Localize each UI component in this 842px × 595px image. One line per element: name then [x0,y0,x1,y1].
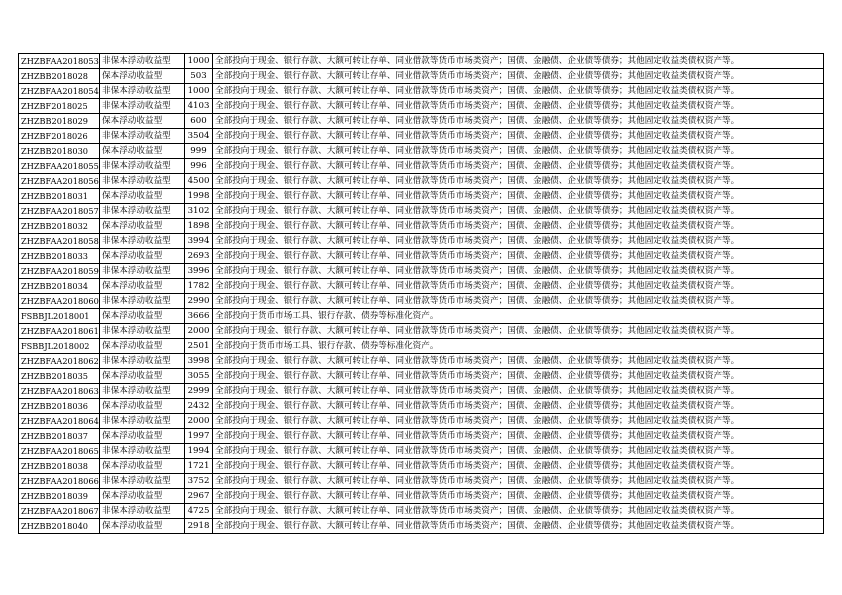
income-type-cell: 非保本浮动收益型 [100,414,185,429]
table-row [19,174,824,189]
investment-scope-cell: 全部投向于现金、银行存款、大额可转让存单、同业借款等货币市场类资产；国债、金融债、企业债等债券；其他固定收益类债权资产等。 [213,444,824,459]
product-code-cell: ZHZBB2018033 [19,249,100,264]
table-row [19,159,824,174]
income-type-cell: 保本浮动收益型 [100,189,185,204]
amount-cell: 1998 [185,189,213,204]
investment-scope-cell: 全部投向于现金、银行存款、大额可转让存单、同业借款等货币市场类资产；国债、金融债、企业债等债券；其他固定收益类债权资产等。 [213,324,824,339]
table-row [19,54,824,69]
table-row [19,69,824,84]
table-row [19,504,824,519]
table-row [19,219,824,234]
amount-cell: 2693 [185,249,213,264]
product-code-cell: ZHZBB2018030 [19,144,100,159]
table-row [19,294,824,309]
investment-scope-cell: 全部投向于现金、银行存款、大额可转让存单、同业借款等货币市场类资产；国债、金融债、企业债等债券；其他固定收益类债权资产等。 [213,219,824,234]
amount-cell: 503 [185,69,213,84]
amount-cell: 2990 [185,294,213,309]
investment-scope-cell: 全部投向于现金、银行存款、大额可转让存单、同业借款等货币市场类资产；国债、金融债、企业债等债券；其他固定收益类债权资产等。 [213,204,824,219]
product-code-cell: FSBBJL2018002 [19,339,100,354]
income-type-cell: 保本浮动收益型 [100,459,185,474]
product-code-cell: ZHZBFAA2018062 [19,354,100,369]
investment-scope-cell: 全部投向于现金、银行存款、大额可转让存单、同业借款等货币市场类资产；国债、金融债、企业债等债券；其他固定收益类债权资产等。 [213,249,824,264]
amount-cell: 2432 [185,399,213,414]
amount-cell: 1898 [185,219,213,234]
amount-cell: 1994 [185,444,213,459]
table-row [19,324,824,339]
amount-cell: 2000 [185,414,213,429]
table-row [19,84,824,99]
income-type-cell: 保本浮动收益型 [100,249,185,264]
income-type-cell: 非保本浮动收益型 [100,204,185,219]
amount-cell: 1000 [185,54,213,69]
investment-scope-cell: 全部投向于货币市场工具、银行存款、债券等标准化资产。 [213,339,824,354]
investment-scope-cell: 全部投向于现金、银行存款、大额可转让存单、同业借款等货币市场类资产；国债、金融债、企业债等债券；其他固定收益类债权资产等。 [213,144,824,159]
product-code-cell: ZHZBB2018040 [19,519,100,534]
table-row [19,429,824,444]
table-row [19,474,824,489]
amount-cell: 3998 [185,354,213,369]
amount-cell: 1997 [185,429,213,444]
investment-scope-cell: 全部投向于现金、银行存款、大额可转让存单、同业借款等货币市场类资产；国债、金融债、企业债等债券；其他固定收益类债权资产等。 [213,189,824,204]
income-type-cell: 保本浮动收益型 [100,369,185,384]
product-code-cell: ZHZBFAA2018065 [19,444,100,459]
table-row [19,354,824,369]
income-type-cell: 非保本浮动收益型 [100,324,185,339]
table-row [19,204,824,219]
table-row [19,399,824,414]
product-code-cell: ZHZBB2018039 [19,489,100,504]
table-row [19,279,824,294]
income-type-cell: 非保本浮动收益型 [100,84,185,99]
product-code-cell: ZHZBB2018036 [19,399,100,414]
table-row [19,414,824,429]
product-code-cell: ZHZBFAA2018061 [19,324,100,339]
income-type-cell: 保本浮动收益型 [100,219,185,234]
table-row [19,249,824,264]
amount-cell: 3504 [185,129,213,144]
amount-cell: 2967 [185,489,213,504]
amount-cell: 3994 [185,234,213,249]
amount-cell: 4725 [185,504,213,519]
product-code-cell: ZHZBB2018032 [19,219,100,234]
investment-scope-cell: 全部投向于现金、银行存款、大额可转让存单、同业借款等货币市场类资产；国债、金融债、企业债等债券；其他固定收益类债权资产等。 [213,174,824,189]
income-type-cell: 非保本浮动收益型 [100,99,185,114]
income-type-cell: 保本浮动收益型 [100,339,185,354]
amount-cell: 2000 [185,324,213,339]
amount-cell: 2918 [185,519,213,534]
product-code-cell: ZHZBB2018035 [19,369,100,384]
table-row [19,459,824,474]
income-type-cell: 保本浮动收益型 [100,399,185,414]
investment-scope-cell: 全部投向于现金、银行存款、大额可转让存单、同业借款等货币市场类资产；国债、金融债、企业债等债券；其他固定收益类债权资产等。 [213,489,824,504]
amount-cell: 3752 [185,474,213,489]
product-code-cell: ZHZBFAA2018054 [19,84,100,99]
amount-cell: 4500 [185,174,213,189]
income-type-cell: 保本浮动收益型 [100,309,185,324]
amount-cell: 3996 [185,264,213,279]
amount-cell: 3055 [185,369,213,384]
amount-cell: 2501 [185,339,213,354]
investment-scope-cell: 全部投向于现金、银行存款、大额可转让存单、同业借款等货币市场类资产；国债、金融债、企业债等债券；其他固定收益类债权资产等。 [213,114,824,129]
income-type-cell: 非保本浮动收益型 [100,384,185,399]
investment-scope-cell: 全部投向于现金、银行存款、大额可转让存单、同业借款等货币市场类资产；国债、金融债、企业债等债券；其他固定收益类债权资产等。 [213,264,824,279]
product-code-cell: ZHZBF2018026 [19,129,100,144]
product-table [18,53,824,534]
table-row [19,519,824,534]
product-code-cell: FSBBJL2018001 [19,309,100,324]
amount-cell: 999 [185,144,213,159]
investment-scope-cell: 全部投向于现金、银行存款、大额可转让存单、同业借款等货币市场类资产；国债、金融债、企业债等债券；其他固定收益类债权资产等。 [213,279,824,294]
table-row [19,144,824,159]
product-code-cell: ZHZBB2018038 [19,459,100,474]
amount-cell: 600 [185,114,213,129]
table-row [19,369,824,384]
investment-scope-cell: 全部投向于现金、银行存款、大额可转让存单、同业借款等货币市场类资产；国债、金融债、企业债等债券；其他固定收益类债权资产等。 [213,69,824,84]
amount-cell: 3102 [185,204,213,219]
table-row [19,309,824,324]
product-code-cell: ZHZBFAA2018060 [19,294,100,309]
product-code-cell: ZHZBF2018025 [19,99,100,114]
product-code-cell: ZHZBB2018034 [19,279,100,294]
income-type-cell: 保本浮动收益型 [100,69,185,84]
income-type-cell: 非保本浮动收益型 [100,129,185,144]
investment-scope-cell: 全部投向于现金、银行存款、大额可转让存单、同业借款等货币市场类资产；国债、金融债、企业债等债券；其他固定收益类债权资产等。 [213,99,824,114]
income-type-cell: 非保本浮动收益型 [100,234,185,249]
product-code-cell: ZHZBFAA2018059 [19,264,100,279]
income-type-cell: 非保本浮动收益型 [100,294,185,309]
table-row [19,234,824,249]
product-code-cell: ZHZBFAA2018057 [19,204,100,219]
investment-scope-cell: 全部投向于现金、银行存款、大额可转让存单、同业借款等货币市场类资产；国债、金融债、企业债等债券；其他固定收益类债权资产等。 [213,459,824,474]
amount-cell: 3666 [185,309,213,324]
income-type-cell: 非保本浮动收益型 [100,504,185,519]
product-code-cell: ZHZBFAA2018056 [19,174,100,189]
investment-scope-cell: 全部投向于现金、银行存款、大额可转让存单、同业借款等货币市场类资产；国债、金融债、企业债等债券；其他固定收益类债权资产等。 [213,54,824,69]
product-code-cell: ZHZBFAA2018063 [19,384,100,399]
table-row [19,129,824,144]
investment-scope-cell: 全部投向于现金、银行存款、大额可转让存单、同业借款等货币市场类资产；国债、金融债、企业债等债券；其他固定收益类债权资产等。 [213,519,824,534]
table-row [19,444,824,459]
product-code-cell: ZHZBFAA2018058 [19,234,100,249]
income-type-cell: 非保本浮动收益型 [100,174,185,189]
product-code-cell: ZHZBFAA2018067 [19,504,100,519]
income-type-cell: 保本浮动收益型 [100,114,185,129]
investment-scope-cell: 全部投向于现金、银行存款、大额可转让存单、同业借款等货币市场类资产；国债、金融债、企业债等债券；其他固定收益类债权资产等。 [213,84,824,99]
product-code-cell: ZHZBB2018031 [19,189,100,204]
investment-scope-cell: 全部投向于现金、银行存款、大额可转让存单、同业借款等货币市场类资产；国债、金融债、企业债等债券；其他固定收益类债权资产等。 [213,354,824,369]
amount-cell: 2999 [185,384,213,399]
income-type-cell: 非保本浮动收益型 [100,54,185,69]
amount-cell: 1721 [185,459,213,474]
investment-scope-cell: 全部投向于货币市场工具、银行存款、债券等标准化资产。 [213,309,824,324]
product-code-cell: ZHZBFAA2018055 [19,159,100,174]
investment-scope-cell: 全部投向于现金、银行存款、大额可转让存单、同业借款等货币市场类资产；国债、金融债、企业债等债券；其他固定收益类债权资产等。 [213,369,824,384]
table-row [19,99,824,114]
investment-scope-cell: 全部投向于现金、银行存款、大额可转让存单、同业借款等货币市场类资产；国债、金融债、企业债等债券；其他固定收益类债权资产等。 [213,159,824,174]
investment-scope-cell: 全部投向于现金、银行存款、大额可转让存单、同业借款等货币市场类资产；国债、金融债、企业债等债券；其他固定收益类债权资产等。 [213,234,824,249]
product-code-cell: ZHZBFAA2018053 [19,54,100,69]
investment-scope-cell: 全部投向于现金、银行存款、大额可转让存单、同业借款等货币市场类资产；国债、金融债、企业债等债券；其他固定收益类债权资产等。 [213,504,824,519]
investment-scope-cell: 全部投向于现金、银行存款、大额可转让存单、同业借款等货币市场类资产；国债、金融债、企业债等债券；其他固定收益类债权资产等。 [213,474,824,489]
investment-scope-cell: 全部投向于现金、银行存款、大额可转让存单、同业借款等货币市场类资产；国债、金融债、企业债等债券；其他固定收益类债权资产等。 [213,429,824,444]
amount-cell: 1000 [185,84,213,99]
table-row [19,384,824,399]
income-type-cell: 保本浮动收益型 [100,519,185,534]
amount-cell: 4103 [185,99,213,114]
product-code-cell: ZHZBB2018029 [19,114,100,129]
investment-scope-cell: 全部投向于现金、银行存款、大额可转让存单、同业借款等货币市场类资产；国债、金融债、企业债等债券；其他固定收益类债权资产等。 [213,294,824,309]
income-type-cell: 保本浮动收益型 [100,429,185,444]
income-type-cell: 保本浮动收益型 [100,144,185,159]
income-type-cell: 非保本浮动收益型 [100,474,185,489]
investment-scope-cell: 全部投向于现金、银行存款、大额可转让存单、同业借款等货币市场类资产；国债、金融债、企业债等债券；其他固定收益类债权资产等。 [213,414,824,429]
investment-scope-cell: 全部投向于现金、银行存款、大额可转让存单、同业借款等货币市场类资产；国债、金融债、企业债等债券；其他固定收益类债权资产等。 [213,384,824,399]
table-row [19,339,824,354]
table-row [19,114,824,129]
income-type-cell: 保本浮动收益型 [100,489,185,504]
product-code-cell: ZHZBFAA2018064 [19,414,100,429]
investment-scope-cell: 全部投向于现金、银行存款、大额可转让存单、同业借款等货币市场类资产；国债、金融债、企业债等债券；其他固定收益类债权资产等。 [213,129,824,144]
income-type-cell: 非保本浮动收益型 [100,444,185,459]
table-row [19,489,824,504]
product-code-cell: ZHZBB2018028 [19,69,100,84]
income-type-cell: 保本浮动收益型 [100,279,185,294]
table-row [19,189,824,204]
amount-cell: 996 [185,159,213,174]
income-type-cell: 非保本浮动收益型 [100,264,185,279]
product-code-cell: ZHZBB2018037 [19,429,100,444]
product-table-body [19,54,824,534]
table-row [19,264,824,279]
income-type-cell: 非保本浮动收益型 [100,159,185,174]
income-type-cell: 非保本浮动收益型 [100,354,185,369]
amount-cell: 1782 [185,279,213,294]
investment-scope-cell: 全部投向于现金、银行存款、大额可转让存单、同业借款等货币市场类资产；国债、金融债、企业债等债券；其他固定收益类债权资产等。 [213,399,824,414]
product-code-cell: ZHZBFAA2018066 [19,474,100,489]
